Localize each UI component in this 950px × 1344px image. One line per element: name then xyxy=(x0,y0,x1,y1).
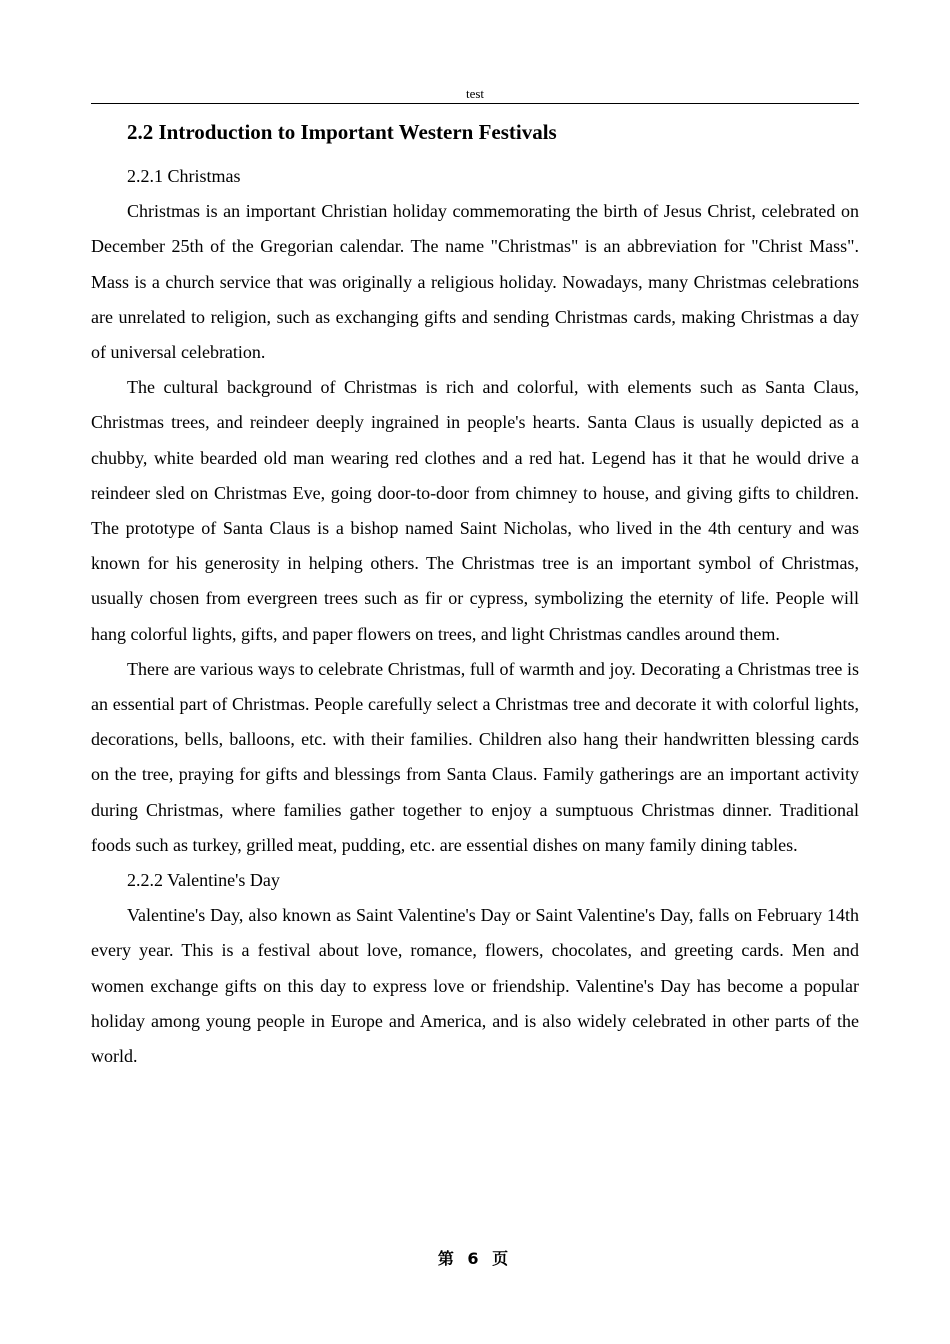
section-heading: 2.2 Introduction to Important Western Festivals xyxy=(127,120,557,144)
paragraph: The cultural background of Christmas is rich and colorful, with elements such as Santa Claus, Christmas trees, and reindeer deeply ingrained in people's hearts. Santa Claus is usually depicted as a chubby, white bearded old man wearing red clothes and a red hat. Legend has it that he would drive a reindeer sled on Christmas Eve, going door-to-door from chimney to house, and giving gifts to children. The prototype of Santa Claus is a bishop named Saint Nicholas, who lived in the 4th century and was known for his generosity in helping others. The Christmas tree is an important symbol of Christmas, usually chosen from evergreen trees such as fir or cypress, symbolizing the eternity of life. People will hang colorful lights, gifts, and paper flowers on trees, and light Christmas candles around them. xyxy=(91,377,859,644)
subsection-heading-christmas: 2.2.1 Christmas xyxy=(127,166,241,186)
page-body xyxy=(91,115,859,1074)
paragraph: There are various ways to celebrate Christmas, full of warmth and joy. Decorating a Christmas tree is an essential part of Christmas. People carefully select a Christmas tree and decorate it with colorful lights, decorations, bells, balloons, etc. with their families. Children also hang their handwritten blessing cards on the tree, praying for gifts and blessings from Santa Claus. Family gatherings are an important activity during Christmas, where families gather together to enjoy a sumptuous Christmas dinner. Traditional foods such as turkey, grilled meat, pudding, etc. are essential dishes on many family dining tables. xyxy=(91,658,859,855)
page-number: 第 6 页 xyxy=(437,1249,513,1268)
subsection-heading-valentines-day: 2.2.2 Valentine's Day xyxy=(127,870,280,891)
header-divider xyxy=(91,103,859,104)
paragraph: Valentine's Day, also known as Saint Valentine's Day or Saint Valentine's Day, falls on February 14th every year. This is a festival about love, romance, flowers, chocolates, and greeting cards. Men and women exchange gifts on this day to express love or friendship. Valentine's Day has become a popular holiday among young people in Europe and America, and is also widely celebrated in other parts of the world. xyxy=(91,905,859,1067)
running-header: test xyxy=(465,86,485,101)
paragraph: Christmas is an important Christian holiday commemorating the birth of Jesus Christ, celebrated on December 25th of the Gregorian calendar. The name "Christmas" is an abbreviation for "Christ Mass". Mass is a church service that was originally a religious holiday. Nowadays, many Christmas celebrations are unrelated to religion, such as exchanging gifts and sending Christmas cards, making Christmas a day of universal celebration. xyxy=(91,201,859,363)
